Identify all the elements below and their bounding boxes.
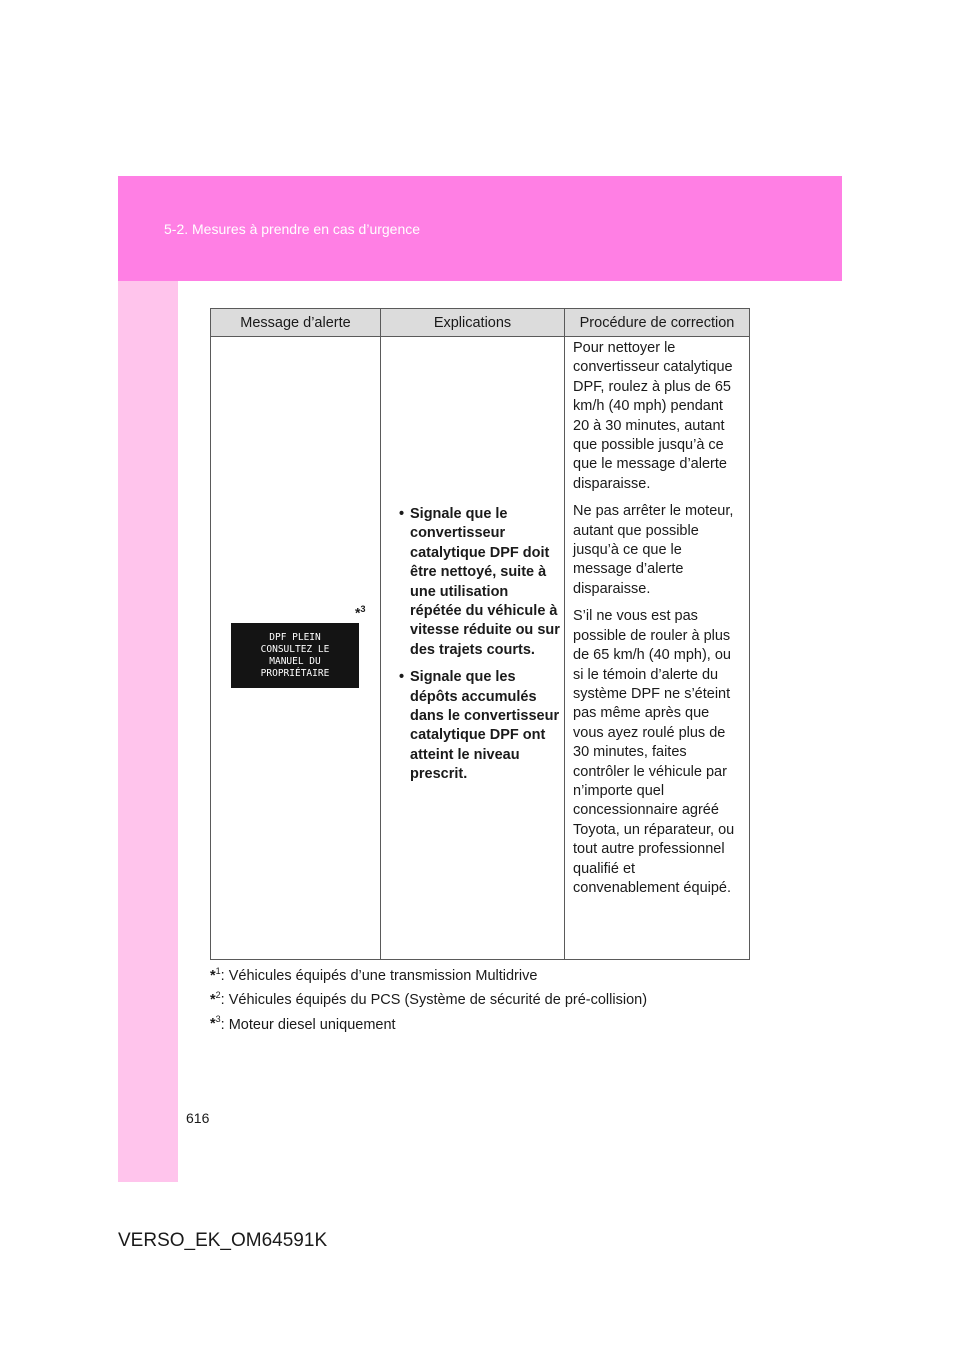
explanations-cell [381, 337, 565, 960]
correction-paragraph: Ne pas arrêter le moteur, autant que possible jusqu’à ce que le message d’alerte disparaisse. [573, 503, 734, 597]
display-line: MANUEL DU [269, 656, 321, 667]
bullet-icon: • [399, 506, 405, 522]
footnote-item [210, 962, 647, 986]
column-header-message: Message d’alerte [211, 309, 381, 337]
footnote-number: 2 [215, 990, 221, 1001]
footnote-star: *$^3$ [210, 1014, 221, 1033]
document-code: VERSO_EK_OM64591K [118, 1230, 328, 1251]
footnote-number: 1 [215, 966, 221, 976]
table-header-row [211, 309, 750, 337]
footnote-star: *$^1$ [210, 966, 221, 984]
column-header-correction: Procédure de correction [565, 309, 750, 337]
footnote-marker-number: 3 [360, 604, 366, 614]
column-header-explanations: Explications [381, 309, 565, 337]
page-number: 616 [186, 1110, 210, 1126]
table-row [211, 337, 750, 960]
page-side-band [118, 176, 178, 1182]
dpf-display-screen [231, 623, 359, 688]
footnote-item [210, 986, 647, 1010]
explanation-item [381, 668, 564, 784]
footnote-number: 3 [215, 1014, 221, 1025]
display-line: CONSULTEZ LE [260, 644, 330, 655]
footnote-text: : Véhicules équipés d’une transmission Multidrive [220, 967, 538, 984]
warning-message-table [210, 308, 750, 960]
footnote-item [210, 1011, 647, 1035]
bullet-icon: • [399, 669, 405, 686]
section-title: 5-2. Mesures à prendre en cas d’urgence [164, 221, 421, 237]
explanation-text: Signale que les dépôts accumulés dans le convertisseur catalytique DPF ont atteint le niveau prescrit. [410, 669, 560, 783]
correction-cell [565, 337, 750, 960]
footnote-star: *$^2$ [210, 990, 221, 1009]
warning-message-cell [211, 337, 381, 960]
display-line: DPF PLEIN [269, 632, 321, 643]
correction-paragraph: Pour nettoyer le convertisseur catalytique DPF, roulez à plus de 65 km/h (40 mph) pendant 20 à 30 minutes, autant que possible jusqu’à ce que le message d’alerte disparaisse. [573, 340, 733, 492]
footnote-marker: *$^3$ [355, 604, 366, 621]
display-line: PROPRIÉTAIRE [260, 668, 330, 679]
footnote-text: : Véhicules équipés du PCS (Système de sécurité de pré-collision) [220, 992, 648, 1009]
footnotes [210, 962, 647, 1035]
explanation-item [381, 505, 564, 660]
correction-paragraph: S’il ne vous est pas possible de rouler à plus de 65 km/h (40 mph), ou si le témoin d’alerte du système DPF ne s’éteint pas même après que vous ayez roulé plus de 30 minutes, faites contrôler le véhicule par n’importe quel concessionnaire agréé Toyota, un réparateur, ou tout autre professionnel qualifié et convenablement équipé. [573, 608, 735, 896]
explanation-text: Signale que le convertisseur catalytique DPF doit être nettoyé, suite à une utilisation répétée du véhicule à vitesse réduite ou sur des trajets courts. [410, 506, 560, 658]
footnote-text: : Moteur diesel uniquement [220, 1016, 396, 1033]
